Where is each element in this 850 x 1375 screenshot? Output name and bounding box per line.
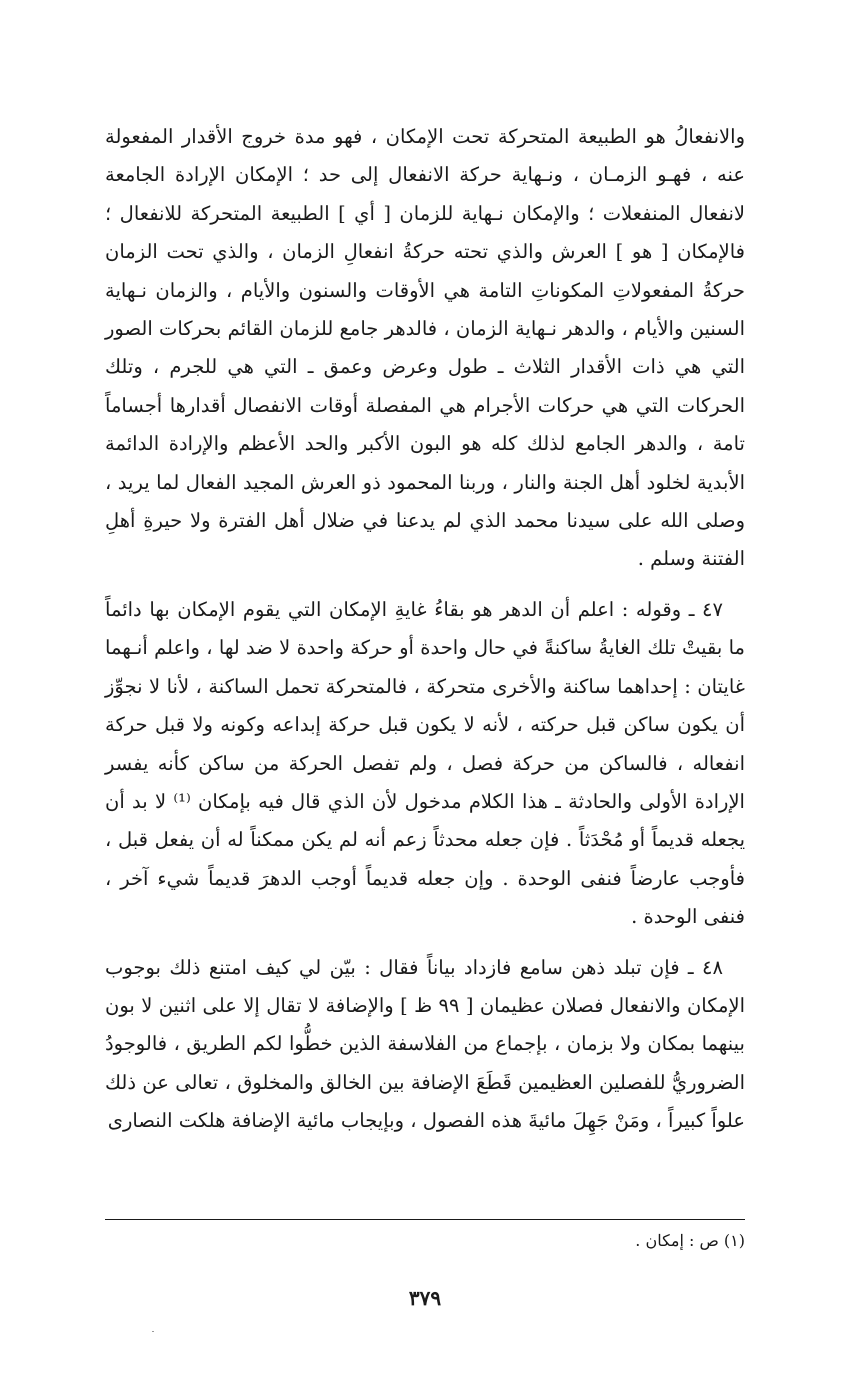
paragraph-gap bbox=[105, 937, 745, 949]
scan-speck bbox=[152, 1331, 154, 1332]
paragraph-intro: والانفعالُ هو الطبيعة المتحركة تحت الإمكان ، فهو مدة خروج الأقدار المفعولة عنه ، فهـو الزمـان ، ونـهاية حركة الانفعال إلى حد ؛ الإمكان الإرادة الجامعة لانفعال المنفعلات ؛ والإمكان نـهاية للزمان [ أي ] الطبيعة المتحركة للانفعال ؛ فالإمكان [ هو ] العرش والذي تحته حركةُ انفعالِ الزمان ، والذي تحت الزمان حركةُ المفعولاتِ المكوناتِ التامة هي الأوقات والسنون والأيام ، والزمان نـهاية السنين والأيام ، والدهر نـهاية الزمان ، فالدهر جامع للزمان القائم بحركات الصور التي هي ذات الأقدار الثلاث ـ طول وعرض وعمق ـ التي هي للجرم ، وتلك الحركات التي هي حركات الأجرام هي المفصلة أوقات الانفصال أقدارها أجساماً تامة ، والدهر الجامع لذلك كله هو البون الأكبر والحد الأعظم والإرادة الدائمة الأبدية لخلود أهل الجنة والنار ، وربنا المحمود ذو العرش المجيد الفعال لما يريد ، وصلى الله على سيدنا محمد الذي لم يدعنا في ضلال أهل الفترة ولا حيرةِ أهلِ الفتنة وسلم . bbox=[105, 125, 745, 571]
footnote: (١) ص : إمكان . bbox=[635, 1231, 745, 1250]
paragraph-48: ٤٨ ـ فإن تبلد ذهن سامع فازداد بياناً فقال : بيّن لي كيف امتنع ذلك بوجوب الإمكان والانفعال فصلان عظيمان [ ٩٩ ظ ] والإضافة لا تقال إلا على اثنين لا بون بينهما بمكان ولا بزمان ، بإجماع من الفلاسفة الذين خطُّوا لكم الطريق ، فالوجودُ الضروريُّ للفصلين العظيمين قَطَعَ الإضافة بين الخالق والمخلوق ، تعالى عن ذلك علواً كبيراً ، ومَنْ جَهِلَ مائيةَ هذه الفصول ، وبإيجاب مائية الإضافة هلكت النصارى bbox=[105, 955, 745, 1133]
paragraph-gap bbox=[105, 579, 745, 591]
document-page bbox=[105, 118, 745, 1310]
page-number: ٣٧٩ bbox=[408, 1286, 442, 1310]
footnote-separator bbox=[105, 1219, 745, 1220]
paragraph-47: ٤٧ ـ وقوله : اعلم أن الدهر هو بقاءُ غايةِ الإمكان التي يقوم الإمكان بها دائماً ما بقيتْ تلك الغايةُ ساكنةً في حال واحدة أو حركة واحدة لا ضد لها ، واعلم أنـهما غايتان : إحداهما ساكنة والأخرى متحركة ، فالمتحركة تحمل الساكنة ، لأنا لا نجوِّز أن يكون ساكن قبل حركته ، لأنه لا يكون قبل حركة إبداعه وكونه ولا قبل حركة انفعاله ، فالساكن من حركة فصل ، ولم تفصل الحركة من ساكن كأنه يفسر الإرادة الأولى والحادثة ـ هذا الكلام مدخول لأن الذي قال فيه بإمكان ⁽¹⁾ لا بد أن يجعله قديماً أو مُحْدَثاً . فإن جعله محدثاً زعم أنه لم يكن ممكناً له أن يفعل قبل ، فأوجب عارضاً فنفى الوحدة . وإن جعله قديماً أوجب الدهرَ قديماً شيء آخر ، فنفى الوحدة . bbox=[105, 597, 745, 929]
